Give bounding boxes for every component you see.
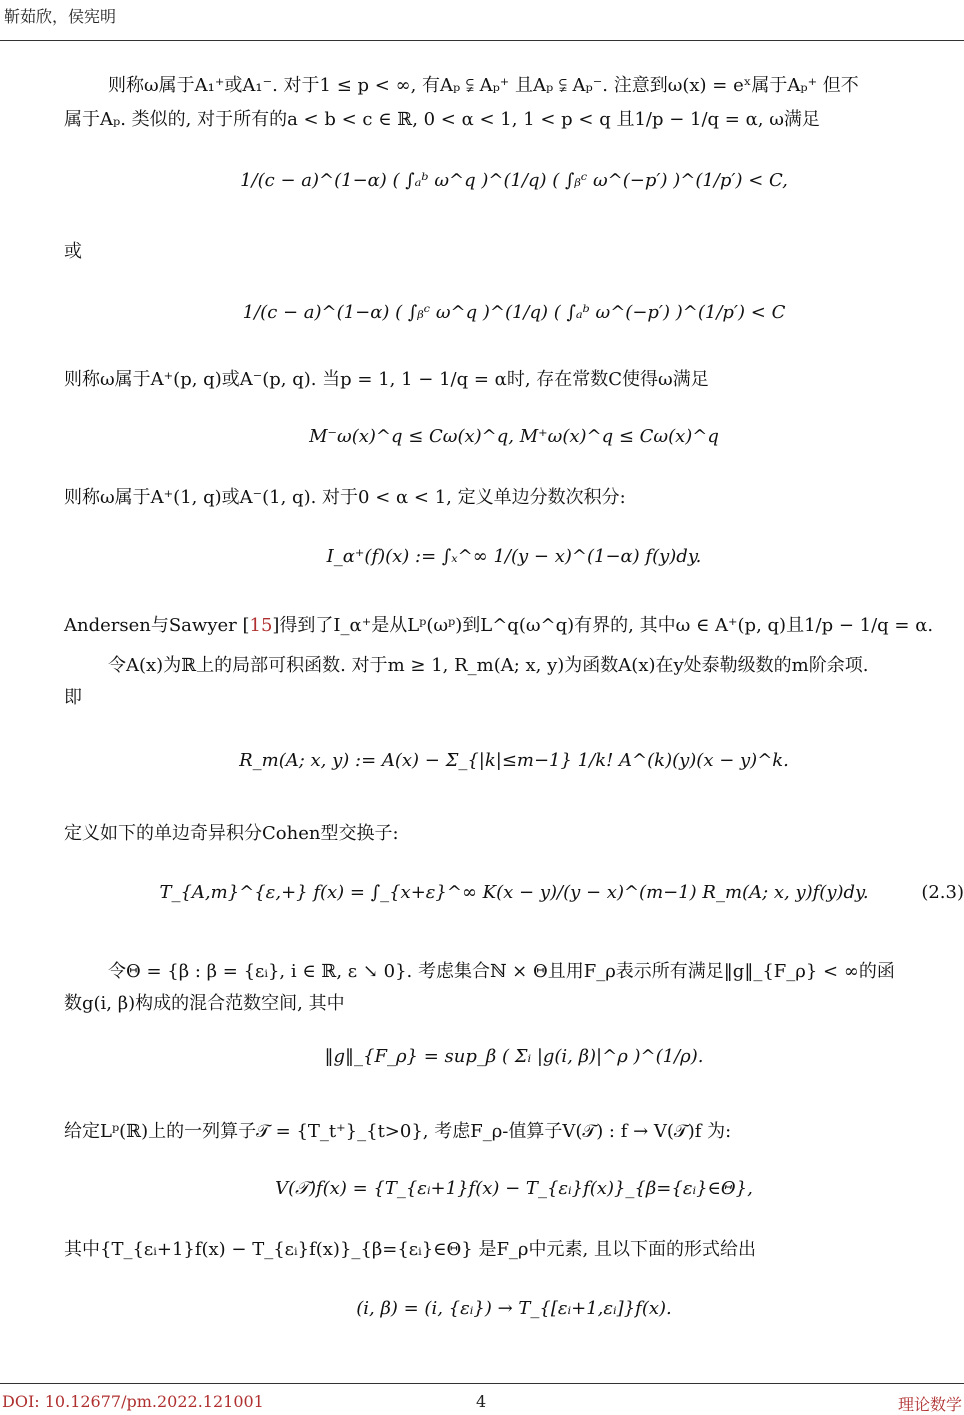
or-text: 或	[64, 241, 82, 262]
paragraph-4-end: ]得到了I_α⁺是从Lᵖ(ωᵖ)到L^q(ω^q)有界的, 其中ω ∈ A⁺(p, q)且1/p − 1/q = α.	[272, 615, 934, 636]
paragraph-1-line-2: 属于Aₚ. 类似的, 对于所有的a < b < c ∈ ℝ, 0 < α < 1, 1 < p < q 且1/p − 1/q = α, ω满足	[64, 109, 820, 130]
paragraph-7-line-2: 数g(i, β)构成的混合范数空间, 其中	[64, 993, 345, 1014]
paragraph-5-line-2: 即	[64, 687, 82, 708]
paragraph-4-start: Andersen与Sawyer [	[64, 615, 250, 636]
paragraph-1-line-1: 则称ω属于A₁⁺或A₁⁻. 对于1 ≤ p < ∞, 有Aₚ ⫋ Aₚ⁺ 且Aₚ ⫋ Aₚ⁻. 注意到ω(x) = eˣ属于Aₚ⁺ 但不	[108, 75, 859, 96]
equation-2: 1/(c − a)^(1−α) ( ∫ᵦᶜ ω^q )^(1/q) ( ∫ₐᵇ ω^(−p′) )^(1/p′) < C	[242, 302, 786, 323]
citation-link[interactable]: 15	[249, 615, 273, 636]
journal-name[interactable]: 理论数学	[897, 1395, 962, 1414]
running-head-authors: 靳茹欣，侯宪明	[4, 7, 117, 26]
paragraph-6: 定义如下的单边奇异积分Cohen型交换子:	[64, 823, 399, 844]
equation-3: M⁻ω(x)^q ≤ Cω(x)^q, M⁺ω(x)^q ≤ Cω(x)^q	[309, 426, 719, 447]
page-number: 4	[476, 1392, 487, 1411]
equation-number: (2.3)	[921, 882, 964, 903]
equation-7: ‖g‖_{F_ρ} = sup_β ( Σᵢ |g(i, β)|^ρ )^(1/ρ).	[324, 1046, 704, 1067]
equation-1: 1/(c − a)^(1−α) ( ∫ₐᵇ ω^q )^(1/q) ( ∫ᵦᶜ ω^(−p′) )^(1/p′) < C,	[240, 170, 788, 191]
equation-8: V(𝒯)f(x) = {T_{εᵢ+1}f(x) − T_{εᵢ}f(x)}_{β={εᵢ}∈Θ},	[275, 1178, 753, 1199]
page-header	[0, 0, 964, 41]
equation-5: R_m(A; x, y) := A(x) − Σ_{|k|≤m−1} 1/k! A^(k)(y)(x − y)^k.	[239, 750, 789, 771]
equation-9: (i, β) = (i, {εᵢ}) → T_{[εᵢ+1,εᵢ]}f(x).	[356, 1298, 672, 1319]
paragraph-3: 则称ω属于A⁺(1, q)或A⁻(1, q). 对于0 < α < 1, 定义单边分数次积分:	[64, 487, 626, 508]
doi-link[interactable]: DOI: 10.12677/pm.2022.121001	[2, 1392, 264, 1411]
paragraph-7-line-1: 令Θ = {β : β = {εᵢ}, i ∈ ℝ, ε ↘ 0}. 考虑集合ℕ × Θ且用F_ρ表示所有满足‖g‖_{F_ρ} < ∞的函	[108, 961, 895, 982]
equation-4: I_α⁺(f)(x) := ∫ₓ^∞ 1/(y − x)^(1−α) f(y)dy.	[326, 546, 702, 567]
page-footer	[0, 1383, 964, 1415]
paragraph-8: 给定Lᵖ(ℝ)上的一列算子𝒯 = {T_t⁺}_{t>0}, 考虑F_ρ-值算子V(𝒯) : f → V(𝒯)f 为:	[64, 1121, 732, 1142]
paragraph-4	[64, 610, 964, 642]
equation-6	[64, 882, 964, 903]
paragraph-9: 其中{T_{εᵢ+1}f(x) − T_{εᵢ}f(x)}_{β={εᵢ}∈Θ} 是F_ρ中元素, 且以下面的形式给出	[64, 1239, 756, 1260]
equation-6-body: T_{A,m}^{ε,+} f(x) = ∫_{x+ε}^∞ K(x − y)/(y − x)^(m−1) R_m(A; x, y)f(y)dy.	[159, 882, 869, 903]
paragraph-5-line-1: 令A(x)为ℝ上的局部可积函数. 对于m ≥ 1, R_m(A; x, y)为函数A(x)在y处泰勒级数的m阶余项.	[108, 655, 869, 676]
paragraph-2: 则称ω属于A⁺(p, q)或A⁻(p, q). 当p = 1, 1 − 1/q = α时, 存在常数C使得ω满足	[64, 369, 709, 390]
